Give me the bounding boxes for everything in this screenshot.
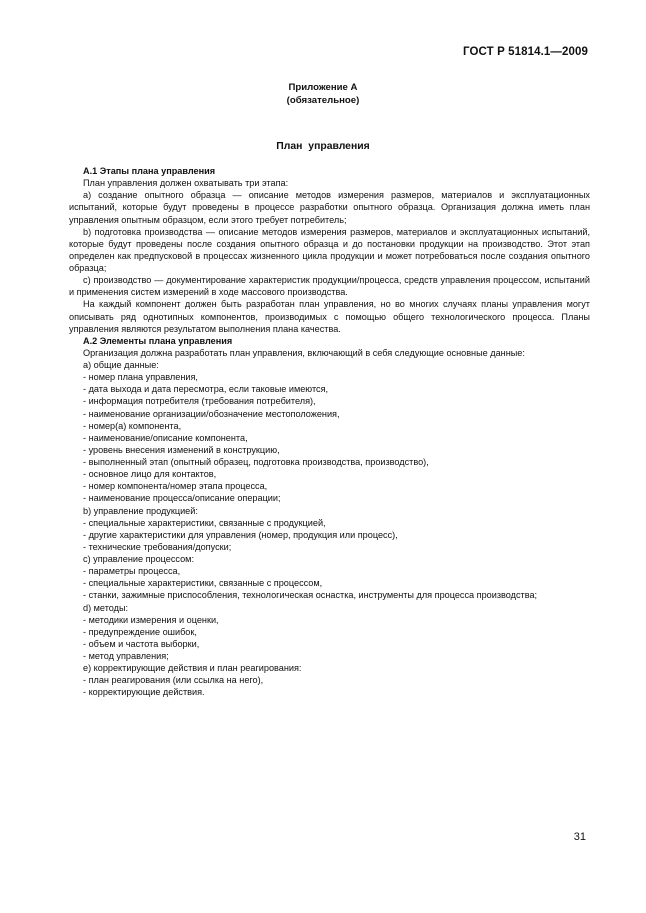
section-heading-a1: А.1 Этапы плана управления (83, 166, 216, 176)
paragraph: a) создание опытного образца — описание методов измерения размеров, материалов и эксплуатационных испытаний, которые будут проведены в процессе разработки опытного образца. Организация должна иметь план управления опытным образцом, если этого требует потребитель; (69, 190, 590, 225)
annex-label: Приложение А (288, 82, 358, 93)
list-item: - другие характеристики для управления (номер, продукция или процесс), (83, 529, 398, 540)
paragraph: План управления должен охватывать три этапа: (83, 178, 289, 189)
list-item: - выполненный этап (опытный образец, подготовка производства, производство), (83, 457, 429, 467)
list-item: - предупреждение ошибок, (83, 626, 197, 637)
paragraph: Организация должна разработать план управления, включающий в себя следующие основные данные: (83, 347, 525, 358)
list-item: b) управление продукцией: (83, 505, 198, 516)
list-item: - номер(а) компонента, (83, 420, 182, 431)
page-number: 31 (573, 831, 586, 843)
list-item: - наименование/описание компонента, (83, 432, 248, 443)
document-header-id: ГОСТ Р 51814.1—2009 (463, 46, 588, 58)
list-item: - наименование организации/обозначение местоположения, (83, 408, 340, 419)
list-item: - уровень внесения изменений в конструкцию, (83, 444, 280, 455)
list-item: a) общие данные: (83, 360, 159, 370)
list-item: - параметры процесса, (83, 566, 181, 577)
section-heading-a2: А.2 Элементы плана управления (83, 335, 233, 346)
list-item: - наименование процесса/описание операции; (83, 493, 281, 504)
list-item: - технические требования/допуски; (83, 541, 232, 552)
annex-status: (обязательное) (286, 95, 360, 106)
list-item: c) управление процессом: (83, 554, 194, 564)
paragraph: b) подготовка производства — описание методов измерения размеров, материалов и эксплуатационных испытаний, которые будут проведены после создания опытного образца и до постановки продукции на производство. Этот этап определен как предпусковой в процессах жизненного цикла продукции и может потребоваться после создания опытного образца; (69, 226, 590, 273)
document-body (69, 165, 590, 699)
list-item: - дата выхода и дата пересмотра, если таковые имеются, (83, 384, 329, 395)
list-item: - номер компонента/номер этапа процесса, (83, 481, 268, 492)
list-item: d) методы: (83, 602, 129, 613)
list-item: - метод управления; (83, 651, 169, 661)
list-item: - объем и частота выборки, (83, 638, 200, 649)
list-item: - корректирующие действия. (83, 687, 205, 698)
list-item: - специальные характеристики, связанные с процессом, (83, 578, 323, 589)
list-item: - план реагирования (или ссылка на него), (83, 675, 264, 686)
paragraph: c) производство — документирование характеристик продукции/процесса, средств управления процессом, испытаний и применения систем измерений в ходе массового производства. (69, 275, 590, 298)
list-item: - номер плана управления, (83, 372, 198, 383)
list-item: e) корректирующие действия и план реагирования: (83, 663, 302, 674)
list-item: - основное лицо для контактов, (83, 469, 217, 480)
paragraph: На каждый компонент должен быть разработан план управления, но во многих случаях планы управления могут описывать ряд однотипных компонентов, производимых с помощью общего технологического процесса. Планы управления являются результатом выполнения плана качества. (69, 299, 590, 334)
list-item: - информация потребителя (требования потребителя), (83, 396, 316, 407)
list-item: - специальные характеристики, связанные с продукцией, (83, 517, 326, 528)
page-title: План управления (276, 141, 370, 152)
list-item: - методики измерения и оценки, (83, 614, 219, 625)
list-item: - станки, зажимные приспособления, технологическая оснастка, инструменты для процесса производства; (83, 590, 538, 601)
